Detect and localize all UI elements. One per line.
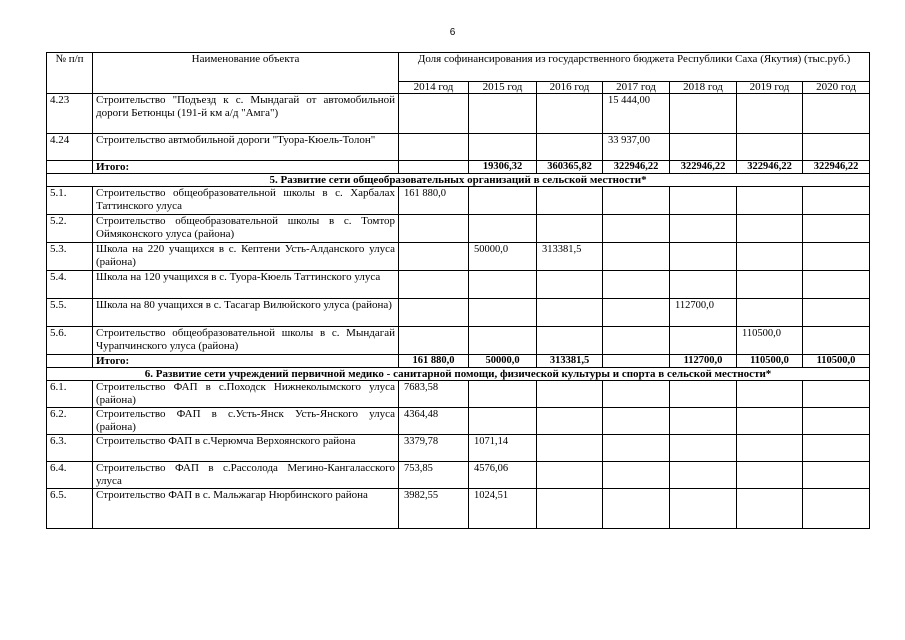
row-number: 5.3. [47, 243, 93, 271]
table-row [47, 243, 870, 271]
value-cell: 313381,5 [537, 243, 603, 271]
object-name: Строительство общеобразовательной школы в с. Томтор Оймяконского улуса (района) [93, 215, 399, 243]
row-number: 6.4. [47, 462, 93, 489]
value-cell [737, 299, 803, 327]
value-cell: 15 444,00 [603, 94, 670, 134]
header-share: Доля софинансирования из государственного бюджета Республики Саха (Якутия) (тыс.руб.) [399, 53, 870, 82]
table-row [47, 187, 870, 215]
table-row [47, 327, 870, 355]
table-row [47, 134, 870, 161]
section-row [47, 368, 870, 381]
value-cell [737, 187, 803, 215]
object-name: Строительство ФАП в с.Походск Нижнеколымского улуса (района) [93, 381, 399, 408]
table-row [47, 299, 870, 327]
value-cell [603, 243, 670, 271]
total-value: 110500,0 [737, 355, 803, 368]
value-cell: 4576,06 [469, 462, 537, 489]
value-cell [670, 271, 737, 299]
object-name: Строительство общеобразовательной школы в с. Харбалах Таттинского улуса [93, 187, 399, 215]
value-cell [537, 327, 603, 355]
value-cell [670, 489, 737, 529]
value-cell [469, 215, 537, 243]
total-label: Итого: [93, 355, 399, 368]
object-name: Строительство ФАП в с.Усть-Янск Усть-Янского улуса (района) [93, 408, 399, 435]
value-cell [603, 327, 670, 355]
value-cell [603, 489, 670, 529]
total-value: 313381,5 [537, 355, 603, 368]
value-cell [737, 435, 803, 462]
value-cell [803, 435, 870, 462]
value-cell [737, 134, 803, 161]
total-value: 19306,32 [469, 161, 537, 174]
value-cell [469, 187, 537, 215]
value-cell [537, 435, 603, 462]
value-cell: 110500,0 [737, 327, 803, 355]
row-number: 6.5. [47, 489, 93, 529]
total-label: Итого: [93, 161, 399, 174]
row-number: 5.2. [47, 215, 93, 243]
table-row [47, 271, 870, 299]
total-value: 322946,22 [603, 161, 670, 174]
total-value [603, 355, 670, 368]
value-cell [537, 134, 603, 161]
value-cell [603, 299, 670, 327]
value-cell [469, 327, 537, 355]
value-cell [737, 381, 803, 408]
value-cell [603, 435, 670, 462]
value-cell [737, 94, 803, 134]
object-name: Строительство автмобильной дороги "Туора-Кюель-Толон" [93, 134, 399, 161]
total-num-cell [47, 161, 93, 174]
value-cell: 33 937,00 [603, 134, 670, 161]
value-cell [537, 94, 603, 134]
object-name: Школа на 120 учащихся в с. Туора-Кюель Таттинского улуса [93, 271, 399, 299]
value-cell [737, 462, 803, 489]
object-name: Школа на 220 учащихся в с. Кептени Усть-Алданского улуса (района) [93, 243, 399, 271]
value-cell [537, 381, 603, 408]
value-cell [399, 134, 469, 161]
value-cell [399, 327, 469, 355]
row-number: 6.1. [47, 381, 93, 408]
value-cell [603, 187, 670, 215]
value-cell [603, 215, 670, 243]
year-header: 2020 год [803, 82, 870, 94]
value-cell [603, 462, 670, 489]
total-row [47, 355, 870, 368]
year-header: 2019 год [737, 82, 803, 94]
value-cell: 3379,78 [399, 435, 469, 462]
total-value: 360365,82 [537, 161, 603, 174]
value-cell: 7683,58 [399, 381, 469, 408]
table-row [47, 435, 870, 462]
value-cell [737, 489, 803, 529]
value-cell [399, 243, 469, 271]
value-cell [469, 408, 537, 435]
header-row [47, 53, 870, 82]
value-cell: 4364,48 [399, 408, 469, 435]
value-cell [803, 134, 870, 161]
row-number: 5.5. [47, 299, 93, 327]
year-header: 2018 год [670, 82, 737, 94]
value-cell [603, 271, 670, 299]
total-value: 161 880,0 [399, 355, 469, 368]
value-cell [670, 187, 737, 215]
row-number: 5.4. [47, 271, 93, 299]
value-cell [803, 408, 870, 435]
value-cell [603, 381, 670, 408]
row-number: 4.23 [47, 94, 93, 134]
object-name: Строительство ФАП в с.Рассолода Мегино-Кангаласского улуса [93, 462, 399, 489]
value-cell [670, 134, 737, 161]
value-cell [803, 215, 870, 243]
value-cell [537, 462, 603, 489]
value-cell [670, 381, 737, 408]
year-header: 2017 год [603, 82, 670, 94]
total-value: 112700,0 [670, 355, 737, 368]
section-title: 5. Развитие сети общеобразовательных организаций в сельской местности* [47, 174, 870, 187]
total-value: 322946,22 [737, 161, 803, 174]
total-value: 110500,0 [803, 355, 870, 368]
value-cell [670, 408, 737, 435]
value-cell [803, 462, 870, 489]
value-cell [737, 408, 803, 435]
value-cell [399, 271, 469, 299]
total-value [399, 161, 469, 174]
value-cell [537, 271, 603, 299]
value-cell: 112700,0 [670, 299, 737, 327]
value-cell: 3982,55 [399, 489, 469, 529]
object-name: Школа на 80 учащихся в с. Тасагар Вилюйского улуса (района) [93, 299, 399, 327]
value-cell [737, 215, 803, 243]
value-cell [469, 299, 537, 327]
value-cell [670, 462, 737, 489]
object-name: Строительство общеобразовательной школы в с. Мындагай Чурапчинского улуса (района) [93, 327, 399, 355]
row-number: 5.6. [47, 327, 93, 355]
value-cell [737, 271, 803, 299]
table-row [47, 215, 870, 243]
total-value: 322946,22 [803, 161, 870, 174]
row-number: 6.2. [47, 408, 93, 435]
object-name: Строительство ФАП в с.Черюмча Верхоянского района [93, 435, 399, 462]
value-cell [469, 94, 537, 134]
value-cell [603, 408, 670, 435]
value-cell [537, 408, 603, 435]
value-cell [537, 299, 603, 327]
table-row [47, 489, 870, 529]
total-row [47, 161, 870, 174]
value-cell [803, 94, 870, 134]
year-header: 2015 год [469, 82, 537, 94]
value-cell [537, 187, 603, 215]
value-cell [469, 134, 537, 161]
table-row [47, 408, 870, 435]
object-name: Строительство ФАП в с. Мальжагар Нюрбинского района [93, 489, 399, 529]
value-cell: 1071,14 [469, 435, 537, 462]
value-cell [803, 187, 870, 215]
value-cell [670, 327, 737, 355]
table-row [47, 94, 870, 134]
year-header: 2014 год [399, 82, 469, 94]
value-cell [399, 94, 469, 134]
value-cell [803, 299, 870, 327]
value-cell [670, 94, 737, 134]
value-cell [737, 243, 803, 271]
page-number: 6 [449, 27, 456, 38]
value-cell [537, 489, 603, 529]
total-value: 50000,0 [469, 355, 537, 368]
header-name: Наименование объекта [93, 53, 399, 94]
value-cell [469, 271, 537, 299]
value-cell: 753,85 [399, 462, 469, 489]
value-cell [670, 435, 737, 462]
value-cell [803, 489, 870, 529]
year-header: 2016 год [537, 82, 603, 94]
object-name: Строительство "Подъезд к с. Мындагай от автомобильной дороги Бетюнцы (191-й км а/д "Амга") [93, 94, 399, 134]
value-cell [537, 215, 603, 243]
value-cell [670, 215, 737, 243]
value-cell [399, 215, 469, 243]
value-cell [399, 299, 469, 327]
row-number: 4.24 [47, 134, 93, 161]
value-cell [803, 327, 870, 355]
total-num-cell [47, 355, 93, 368]
section-title: 6. Развитие сети учреждений первичной медико - санитарной помощи, физической культуры и спорта в сельской местности* [47, 368, 870, 381]
table-row [47, 462, 870, 489]
value-cell [803, 381, 870, 408]
value-cell [469, 381, 537, 408]
header-num: № п/п [47, 53, 93, 94]
value-cell [803, 243, 870, 271]
row-number: 6.3. [47, 435, 93, 462]
value-cell: 161 880,0 [399, 187, 469, 215]
row-number: 5.1. [47, 187, 93, 215]
total-value: 322946,22 [670, 161, 737, 174]
value-cell: 50000,0 [469, 243, 537, 271]
value-cell: 1024,51 [469, 489, 537, 529]
value-cell [803, 271, 870, 299]
section-row [47, 174, 870, 187]
value-cell [670, 243, 737, 271]
table-row [47, 381, 870, 408]
financing-table [46, 52, 870, 529]
